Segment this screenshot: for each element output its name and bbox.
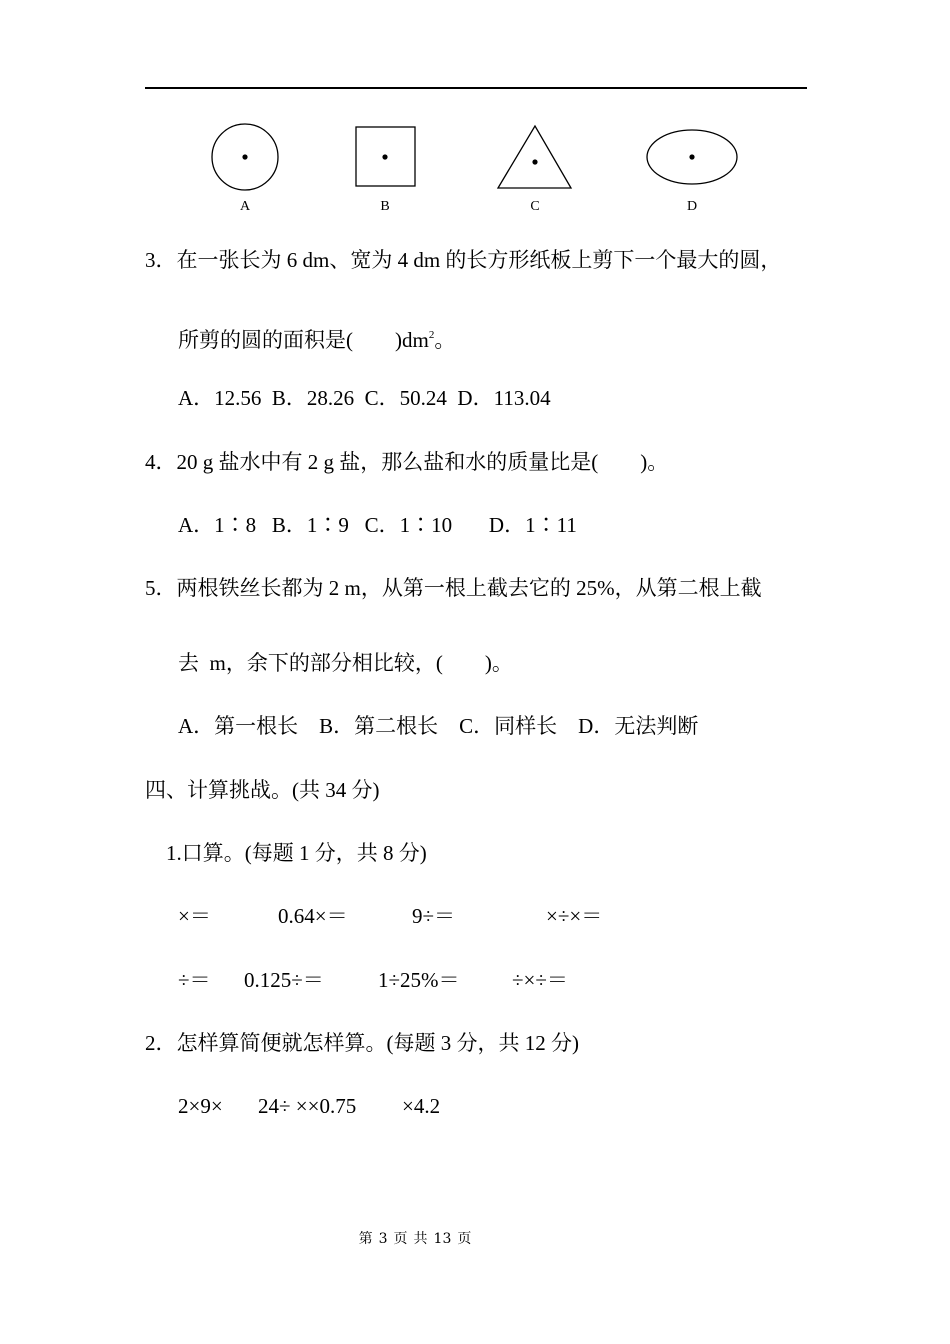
footer-di: 第 — [358, 1231, 373, 1247]
shape-a-circle — [212, 124, 278, 190]
q3-options: A．12.56 B．28.26 C．50.24 D．113.04 — [178, 386, 551, 410]
q3-unit-exponent: 2 — [428, 329, 435, 341]
calc-r3-c2: 24÷ ××0.75 — [258, 1094, 357, 1118]
shape-label-a: A — [239, 199, 251, 214]
q3-stem-line2 — [178, 321, 455, 354]
center-dot — [689, 154, 694, 159]
shape-label-d: D — [686, 199, 698, 214]
calc-r2-c4: ÷×÷＝ — [512, 968, 568, 992]
calc-r3-c1: 2×9× — [178, 1094, 223, 1118]
q3-stem-line1: 3．在一张长为 6 dm、宽为 4 dm 的长方形纸板上剪下一个最大的圆， — [145, 248, 782, 272]
footer-page-number: 3 — [378, 1231, 388, 1247]
footer-ye-2: 页 — [457, 1231, 472, 1247]
section4-title: 四、计算挑战。(共 34 分) — [145, 778, 380, 802]
q3-stem-end: 。 — [434, 328, 456, 352]
calc-r3-c3: ×4.2 — [402, 1094, 441, 1118]
q5-options: A．第一根长 B．第二根长 C．同样长 D．无法判断 — [178, 714, 699, 738]
q4-options: A．1∶8 B．1∶9 C．1∶10 D．1∶11 — [178, 513, 577, 537]
shape-label-b: B — [380, 199, 390, 214]
shape-c-triangle — [498, 126, 571, 188]
calc-r1-c4: ×÷×＝ — [546, 904, 603, 928]
footer-ye: 页 — [393, 1231, 408, 1247]
q4-stem: 4．20 g 盐水中有 2 g 盐，那么盐和水的质量比是( )。 — [145, 450, 669, 474]
calc-r1-c1: ×＝ — [178, 904, 211, 928]
q5-stem-line2: 去 m，余下的部分相比较，( )。 — [178, 651, 513, 675]
shape-b-square — [356, 127, 415, 186]
shape-d-ellipse — [647, 130, 737, 184]
calc-r1-c3: 9÷＝ — [412, 904, 456, 928]
shape-label-c: C — [530, 199, 540, 214]
calc-r2-c1: ÷＝ — [178, 968, 211, 992]
sub2-title: 2．怎样算简便就怎样算。(每题 3 分，共 12 分) — [145, 1031, 579, 1055]
header-rule — [145, 87, 807, 89]
page-footer — [0, 1228, 830, 1248]
sub1-title: 1.口算。(每题 1 分，共 8 分) — [166, 841, 427, 865]
shapes-figure — [195, 115, 755, 220]
q3-stem-text: 所剪的圆的面积是( )dm — [178, 328, 429, 352]
footer-total-pages: 13 — [433, 1231, 452, 1247]
calc-r2-c3: 1÷25%＝ — [378, 968, 460, 992]
center-dot — [382, 154, 387, 159]
calc-r1-c2: 0.64×＝ — [278, 904, 348, 928]
center-dot — [242, 154, 247, 159]
center-dot — [532, 159, 537, 164]
calc-r2-c2: 0.125÷＝ — [244, 968, 324, 992]
footer-gong: 共 — [413, 1231, 428, 1247]
q5-stem-line1: 5．两根铁丝长都为 2 m，从第一根上截去它的 25%，从第二根上截 — [145, 576, 762, 600]
